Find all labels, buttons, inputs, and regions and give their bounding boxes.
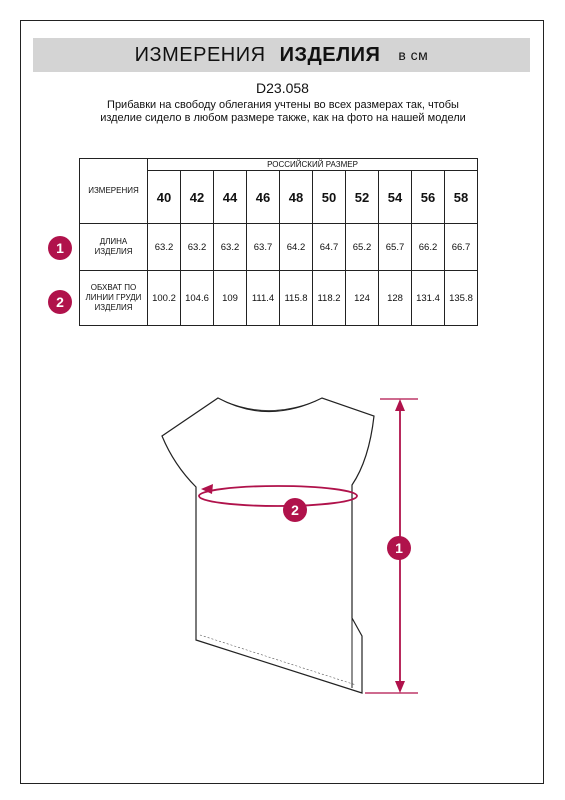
- table-cell: 63.2: [181, 224, 214, 271]
- diagram-marker-chest: 2: [283, 498, 307, 522]
- size-42: 42: [181, 171, 214, 224]
- table-cell: 109: [214, 271, 247, 326]
- row-label-length: ДЛИНА ИЗДЕЛИЯ: [80, 224, 148, 271]
- size-40: 40: [148, 171, 181, 224]
- size-54: 54: [379, 171, 412, 224]
- table-cell: 65.7: [379, 224, 412, 271]
- title-part1: ИЗМЕРЕНИЯ: [134, 43, 266, 66]
- length-arrowhead-bottom: [395, 681, 405, 693]
- table-cell: 64.7: [313, 224, 346, 271]
- size-50: 50: [313, 171, 346, 224]
- table-cell: 115.8: [280, 271, 313, 326]
- table-cell: 135.8: [445, 271, 478, 326]
- table-cell: 131.4: [412, 271, 445, 326]
- row-number-badge-chest: 2: [48, 290, 72, 314]
- size-46: 46: [247, 171, 280, 224]
- size-56: 56: [412, 171, 445, 224]
- length-arrowhead-top: [395, 399, 405, 411]
- table-cell: 63.7: [247, 224, 280, 271]
- table-cell: 111.4: [247, 271, 280, 326]
- article-code: D23.058: [256, 80, 309, 96]
- title-part2: ИЗДЕЛИЯ: [279, 43, 381, 66]
- diagram-marker-length: 1: [387, 536, 411, 560]
- table-cell: 65.2: [346, 224, 379, 271]
- hem-stitch: [200, 635, 356, 685]
- table-cell: 124: [346, 271, 379, 326]
- table-cell: 63.2: [214, 224, 247, 271]
- table-cell: 64.2: [280, 224, 313, 271]
- size-52: 52: [346, 171, 379, 224]
- neckline-inner: [224, 401, 316, 411]
- fit-note: Прибавки на свободу облегания учтены во всех размерах так, чтобы изделие сидело в любом размере также, как на фото на нашей модели: [100, 99, 466, 124]
- table-cell: 100.2: [148, 271, 181, 326]
- table-cell: 104.6: [181, 271, 214, 326]
- measure-header: ИЗМЕРЕНИЯ: [80, 159, 148, 224]
- table-cell: 128: [379, 271, 412, 326]
- row-number-badge-length: 1: [48, 236, 72, 260]
- size-44: 44: [214, 171, 247, 224]
- table-cell: 118.2: [313, 271, 346, 326]
- table-cell: 63.2: [148, 224, 181, 271]
- table-cell: 66.2: [412, 224, 445, 271]
- size-48: 48: [280, 171, 313, 224]
- size-group-header: РОССИЙСКИЙ РАЗМЕР: [148, 159, 478, 171]
- size-58: 58: [445, 171, 478, 224]
- row-label-chest: ОБХВАТ ПО ЛИНИИ ГРУДИ ИЗДЕЛИЯ: [80, 271, 148, 326]
- title-unit: в см: [398, 47, 429, 63]
- chest-girth-ellipse: [199, 486, 357, 506]
- table-cell: 66.7: [445, 224, 478, 271]
- garment-outline: [162, 398, 374, 693]
